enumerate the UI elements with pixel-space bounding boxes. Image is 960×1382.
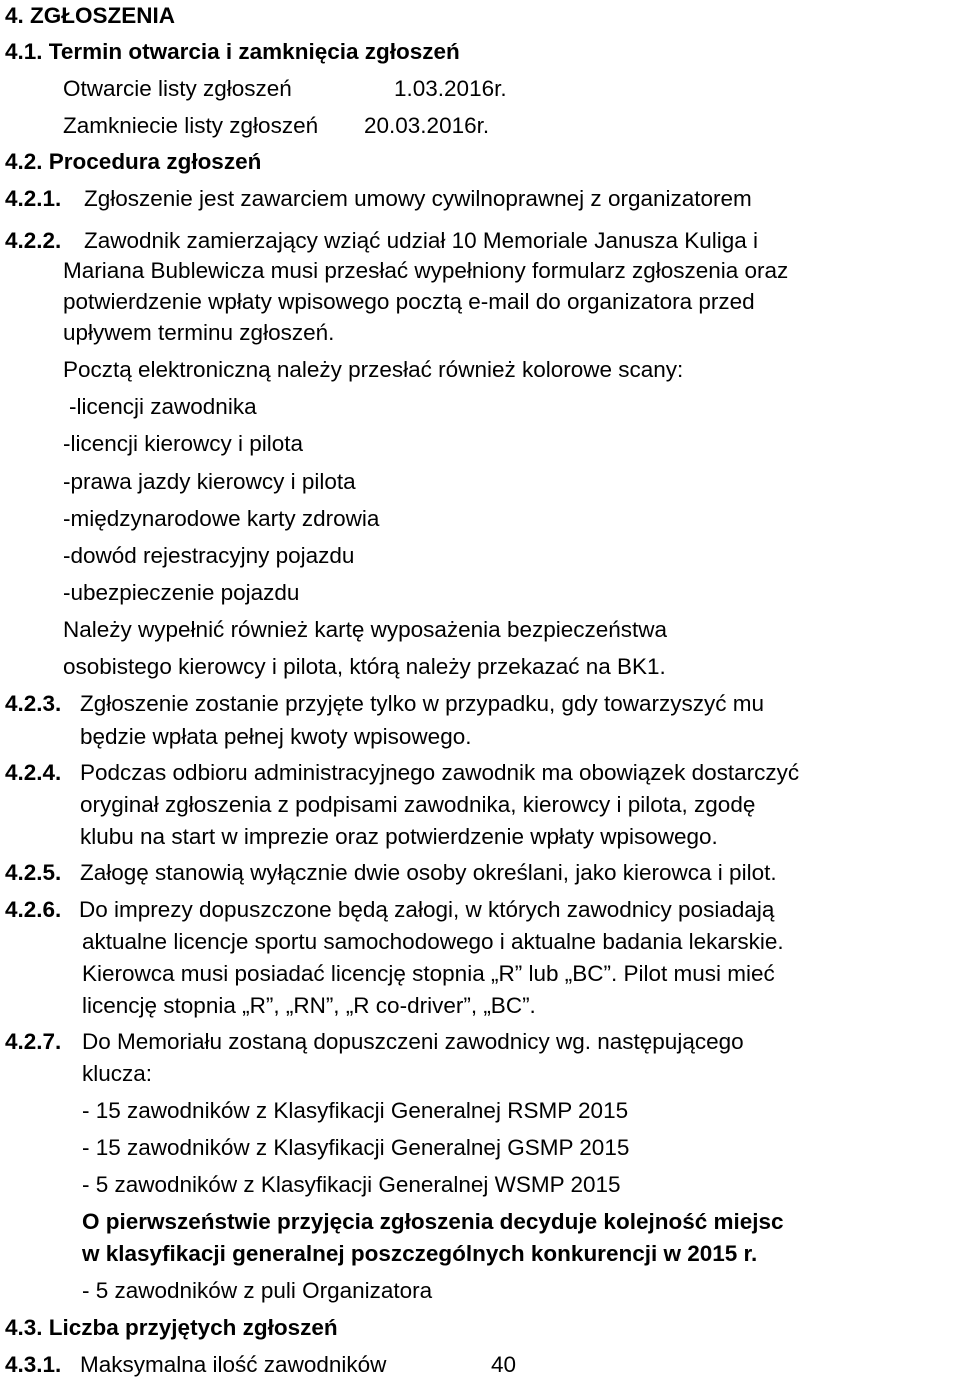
scan-item: -prawa jazdy kierowcy i pilota bbox=[63, 469, 356, 494]
paragraph-text: Załogę stanowią wyłącznie dwie osoby określani, jako kierowca i pilot. bbox=[80, 860, 777, 885]
paragraph-line: osobistego kierowcy i pilota, którą należy przekazać na BK1. bbox=[63, 654, 666, 679]
close-label: Zamkniecie listy zgłoszeń bbox=[63, 113, 319, 138]
paragraph-line: oryginał zgłoszenia z podpisami zawodnika, kierowcy i pilota, zgodę bbox=[80, 792, 756, 817]
paragraph-line: Zawodnik zamierzający wziąć udział 10 Memoriale Janusza Kuliga i bbox=[84, 228, 759, 253]
paragraph-number: 4.2.7. bbox=[5, 1029, 62, 1054]
subsection-heading: 4.2. Procedura zgłoszeń bbox=[5, 149, 262, 174]
paragraph-number: 4.2.5. bbox=[5, 860, 62, 885]
paragraph-number: 4.2.6. bbox=[5, 897, 62, 922]
priority-note: w klasyfikacji generalnej poszczególnych konkurencji w 2015 r. bbox=[82, 1241, 758, 1266]
paragraph-line: upływem terminu zgłoszeń. bbox=[63, 320, 335, 345]
paragraph-line: Podczas odbioru administracyjnego zawodnik ma obowiązek dostarczyć bbox=[80, 760, 800, 785]
section-heading: 4. ZGŁOSZENIA bbox=[5, 3, 176, 28]
scan-item: -dowód rejestracyjny pojazdu bbox=[63, 543, 355, 568]
paragraph-number: 4.2.3. bbox=[5, 691, 62, 716]
paragraph-line: aktualne licencje sportu samochodowego i aktualne badania lekarskie. bbox=[82, 929, 784, 954]
subsection-heading: 4.1. Termin otwarcia i zamknięcia zgłoszeń bbox=[5, 39, 460, 64]
scan-item: -ubezpieczenie pojazdu bbox=[63, 580, 300, 605]
paragraph-line: Kierowca musi posiadać licencję stopnia „R” lub „BC”. Pilot musi mieć bbox=[82, 961, 775, 986]
paragraph-number: 4.3.1. bbox=[5, 1352, 62, 1377]
scans-intro: Pocztą elektroniczną należy przesłać również kolorowe scany: bbox=[63, 357, 684, 382]
paragraph-line: będzie wpłata pełnej kwoty wpisowego. bbox=[80, 724, 472, 749]
paragraph-line: Mariana Bublewicza musi przesłać wypełniony formularz zgłoszenia oraz bbox=[63, 258, 789, 283]
scan-item: -licencji zawodnika bbox=[69, 394, 257, 419]
open-date: 1.03.2016r. bbox=[394, 76, 507, 101]
paragraph-number: 4.2.4. bbox=[5, 760, 62, 785]
paragraph-line: Należy wypełnić również kartę wyposażenia bezpieczeństwa bbox=[63, 617, 668, 642]
paragraph-line: licencję stopnia „R”, „RN”, „R co-driver”, „BC”. bbox=[82, 993, 536, 1018]
max-participants-label: Maksymalna ilość zawodników bbox=[80, 1352, 387, 1377]
quota-item: - 15 zawodników z Klasyfikacji Generalnej RSMP 2015 bbox=[82, 1098, 629, 1123]
paragraph-text: Zgłoszenie jest zawarciem umowy cywilnoprawnej z organizatorem bbox=[84, 186, 752, 211]
open-label: Otwarcie listy zgłoszeń bbox=[63, 76, 292, 101]
paragraph-line: Zgłoszenie zostanie przyjęte tylko w przypadku, gdy towarzyszyć mu bbox=[80, 691, 765, 716]
paragraph-line: Do imprezy dopuszczone będą załogi, w których zawodnicy posiadają bbox=[79, 897, 775, 922]
paragraph-line: Do Memoriału zostaną dopuszczeni zawodnicy wg. następującego bbox=[82, 1029, 744, 1054]
close-date: 20.03.2016r. bbox=[364, 113, 490, 138]
max-participants-value: 40 bbox=[491, 1352, 517, 1377]
quota-item: - 5 zawodników z puli Organizatora bbox=[82, 1278, 433, 1303]
priority-note: O pierwszeństwie przyjęcia zgłoszenia decyduje kolejność miejsc bbox=[82, 1209, 784, 1234]
quota-item: - 15 zawodników z Klasyfikacji Generalnej GSMP 2015 bbox=[82, 1135, 630, 1160]
paragraph-number: 4.2.1. bbox=[5, 186, 62, 211]
paragraph-line: klubu na start w imprezie oraz potwierdzenie wpłaty wpisowego. bbox=[80, 824, 718, 849]
paragraph-line: klucza: bbox=[82, 1061, 153, 1086]
subsection-heading: 4.3. Liczba przyjętych zgłoszeń bbox=[5, 1315, 338, 1340]
scan-item: -licencji kierowcy i pilota bbox=[63, 431, 304, 456]
paragraph-line: potwierdzenie wpłaty wpisowego pocztą e-mail do organizatora przed bbox=[63, 289, 755, 314]
paragraph-number: 4.2.2. bbox=[5, 228, 62, 253]
scan-item: -międzynarodowe karty zdrowia bbox=[63, 506, 380, 531]
quota-item: - 5 zawodników z Klasyfikacji Generalnej WSMP 2015 bbox=[82, 1172, 621, 1197]
